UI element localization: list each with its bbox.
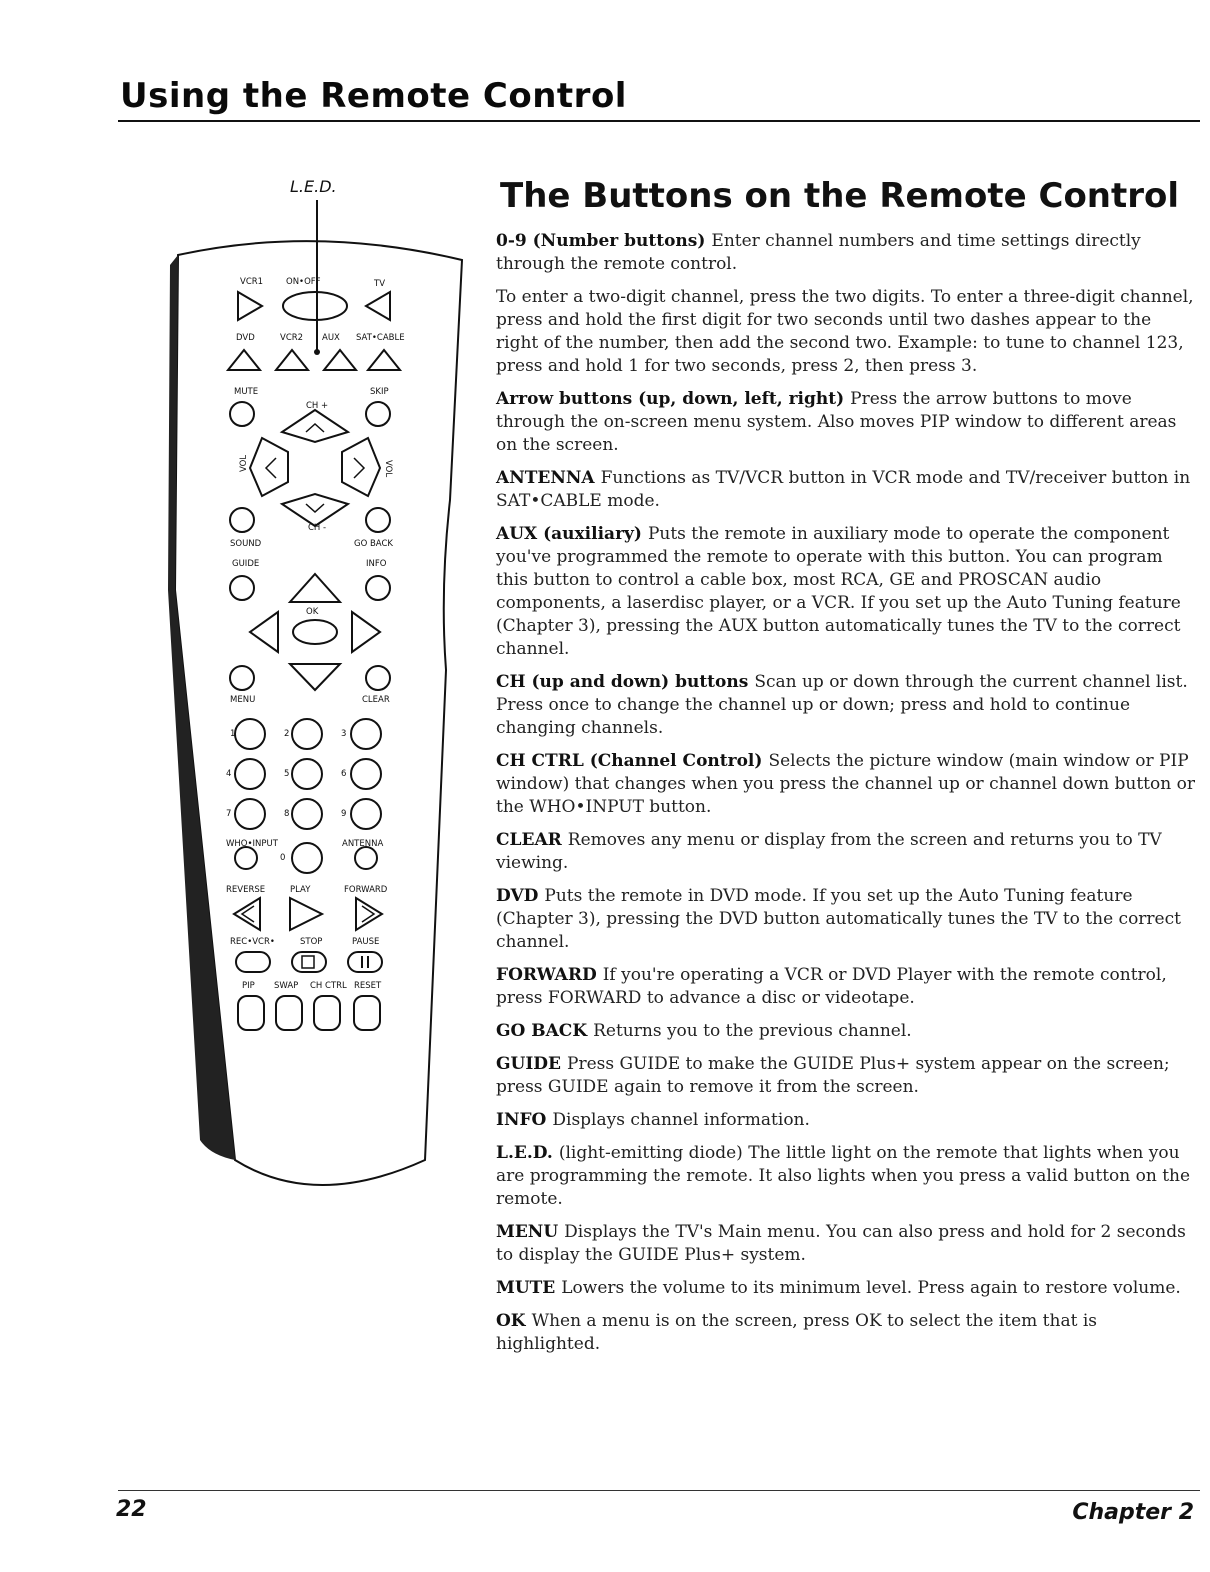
entry-text: Puts the remote in auxiliary mode to operate the component you've programmed the remote to operate with this button. You can program this button to control a cable box, most RCA, GE and PROSCAN audio components, a laserdisc player, or a VCR. If you set up the Auto Tuning feature (Chapter 3), pressing the AUX button automatically tunes the TV to the correct channel. xyxy=(496,524,1181,659)
entry-term: DVD xyxy=(496,886,539,906)
label-antenna: ANTENNA xyxy=(342,839,384,849)
label-vol-right: VOL xyxy=(383,460,393,478)
label-n3: 3 xyxy=(341,729,347,739)
label-ok: OK xyxy=(306,607,319,617)
entry-text: (light-emitting diode) The little light on the remote that lights when you are programming the remote. It also lights when you press a valid button on the remote. xyxy=(496,1143,1191,1209)
label-recvcr: REC•VCR• xyxy=(230,937,275,947)
entry-ok xyxy=(496,1310,1196,1356)
label-pause: PAUSE xyxy=(352,937,380,947)
label-clear: CLEAR xyxy=(362,695,390,705)
label-menu: MENU xyxy=(230,695,256,705)
label-pip: PIP xyxy=(242,981,255,991)
entry-term: CLEAR xyxy=(496,830,562,850)
label-aux: AUX xyxy=(322,333,340,343)
entry-text: Selects the picture window (main window or PIP window) that changes when you press the channel up or channel down button or the WHO•INPUT button. xyxy=(496,751,1195,817)
footer-rule xyxy=(118,1490,1200,1491)
entry-ch xyxy=(496,671,1196,740)
label-stop: STOP xyxy=(300,937,323,947)
entry-term: AUX (auxiliary) xyxy=(496,524,642,544)
label-info: INFO xyxy=(366,559,387,569)
entry-text: Press GUIDE to make the GUIDE Plus+ system appear on the screen; press GUIDE again to remove it from the screen. xyxy=(496,1054,1170,1097)
label-guide: GUIDE xyxy=(232,559,260,569)
label-n2: 2 xyxy=(284,729,290,739)
page-header-title: Using the Remote Control xyxy=(120,76,627,116)
entry-mute xyxy=(496,1277,1196,1300)
label-play: PLAY xyxy=(290,885,311,895)
label-n7: 7 xyxy=(226,809,232,819)
entry-text: Scan up or down through the current channel list. Press once to change the channel up or down; press and hold to continue changing channels. xyxy=(496,672,1188,738)
label-tv: TV xyxy=(374,279,386,289)
label-n6: 6 xyxy=(341,769,347,779)
header-rule xyxy=(118,120,1200,122)
label-satcable: SAT•CABLE xyxy=(356,333,405,343)
label-mute: MUTE xyxy=(234,387,259,397)
chapter-label: Chapter 2 xyxy=(1072,1500,1194,1525)
label-n0: 0 xyxy=(280,853,286,863)
entry-go-back xyxy=(496,1020,1196,1043)
entry-ch-ctrl xyxy=(496,750,1196,819)
entry-term: MENU xyxy=(496,1222,559,1242)
entry-term: Arrow buttons (up, down, left, right) xyxy=(496,389,845,409)
entry-term: 0-9 (Number buttons) xyxy=(496,231,706,251)
entry-led xyxy=(496,1142,1196,1211)
entry-term: GO BACK xyxy=(496,1021,588,1041)
entry-text: Displays the TV's Main menu. You can also press and hold for 2 seconds to display the GUIDE Plus+ system. xyxy=(496,1222,1186,1265)
entry-term: FORWARD xyxy=(496,965,597,985)
label-dvd: DVD xyxy=(236,333,255,343)
entry-arrow-buttons xyxy=(496,388,1196,457)
label-whoinput: WHO•INPUT xyxy=(226,839,278,849)
entry-clear xyxy=(496,829,1196,875)
entry-antenna xyxy=(496,467,1196,513)
entry-text: Enter channel numbers and time settings directly through the remote control. xyxy=(496,231,1141,274)
entry-text: If you're operating a VCR or DVD Player with the remote control, press FORWARD to advance a disc or videotape. xyxy=(496,965,1167,1008)
label-chminus: CH - xyxy=(308,523,327,533)
label-vol-left: VOL xyxy=(239,454,249,472)
entry-term: OK xyxy=(496,1311,526,1331)
label-forward: FORWARD xyxy=(344,885,388,895)
label-n9: 9 xyxy=(341,809,347,819)
section-title: The Buttons on the Remote Control xyxy=(500,176,1180,216)
entry-term: INFO xyxy=(496,1110,547,1130)
label-vcr1: VCR1 xyxy=(240,277,264,287)
entry-term: ANTENNA xyxy=(496,468,595,488)
entry-menu xyxy=(496,1221,1196,1267)
label-swap: SWAP xyxy=(274,981,299,991)
page-number: 22 xyxy=(116,1497,147,1522)
led-icon xyxy=(314,349,320,355)
label-chctrl: CH CTRL xyxy=(310,981,347,991)
entry-text: Functions as TV/VCR button in VCR mode and TV/receiver button in SAT•CABLE mode. xyxy=(496,468,1191,511)
entry-aux xyxy=(496,523,1196,661)
remote-control-illustration xyxy=(150,170,480,1200)
label-reverse: REVERSE xyxy=(226,885,266,895)
entry-text: Removes any menu or display from the screen and returns you to TV viewing. xyxy=(496,830,1162,873)
entry-dvd xyxy=(496,885,1196,954)
entry-info xyxy=(496,1109,1196,1132)
label-n5: 5 xyxy=(284,769,290,779)
entry-text: Returns you to the previous channel. xyxy=(593,1021,912,1041)
label-n8: 8 xyxy=(284,809,290,819)
entry-term: CH CTRL (Channel Control) xyxy=(496,751,763,771)
entry-text: Lowers the volume to its minimum level. Press again to restore volume. xyxy=(561,1278,1181,1298)
led-label: L.E.D. xyxy=(290,177,337,196)
label-onoff: ON•OFF xyxy=(286,277,321,287)
entry-term: L.E.D. xyxy=(496,1143,553,1163)
label-n1: 1 xyxy=(230,729,236,739)
entry-text: Press the arrow buttons to move through the on-screen menu system. Also moves PIP window to different areas on the screen. xyxy=(496,389,1177,455)
entry-text: When a menu is on the screen, press OK to select the item that is highlighted. xyxy=(496,1311,1097,1354)
label-goback: GO BACK xyxy=(354,539,393,549)
entry-forward xyxy=(496,964,1196,1010)
entry-number-buttons-detail xyxy=(496,286,1196,378)
button-descriptions xyxy=(496,230,1196,1366)
label-chplus: CH + xyxy=(306,401,329,411)
entry-text: Displays channel information. xyxy=(552,1110,810,1130)
entry-guide xyxy=(496,1053,1196,1099)
label-reset: RESET xyxy=(354,981,382,991)
entry-text: Puts the remote in DVD mode. If you set up the Auto Tuning feature (Chapter 3), pressing the DVD button automatically tunes the TV to the correct channel. xyxy=(496,886,1181,952)
label-n4: 4 xyxy=(226,769,232,779)
label-vcr2: VCR2 xyxy=(280,333,304,343)
label-sound: SOUND xyxy=(230,539,262,549)
label-skip: SKIP xyxy=(370,387,389,397)
entry-term: GUIDE xyxy=(496,1054,561,1074)
entry-term: MUTE xyxy=(496,1278,556,1298)
entry-term: CH (up and down) buttons xyxy=(496,672,749,692)
entry-number-buttons xyxy=(496,230,1196,276)
entry-text: To enter a two-digit channel, press the two digits. To enter a three-digit channel, press and hold the first digit for two seconds until two dashes appear to the right of the number, then add the second two. Example: to tune to channel 123, press and hold 1 for two seconds, press 2, then press 3. xyxy=(496,287,1194,376)
